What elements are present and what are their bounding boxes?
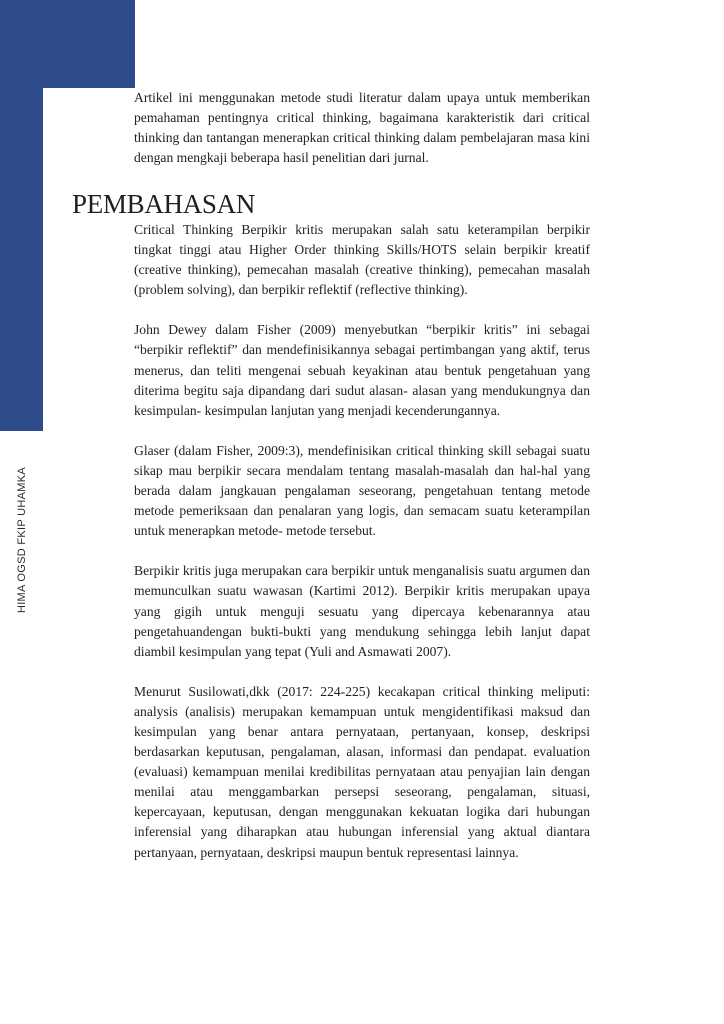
paragraph-critical-thinking: Critical Thinking Berpikir kritis merupakan salah satu keterampilan berpikir tingkat tinggi atau Higher Order thinking Skills/HOTS selain berpikir kreatif (creative thinking), pemecahan masalah (creative thinking), pemecahan masalah (problem solving), dan berpikir reflektif (reflective thinking). — [134, 222, 590, 298]
paragraph-susilowati: Menurut Susilowati,dkk (2017: 224-225) kecakapan critical thinking meliputi: analysis (analisis) merupakan kemampuan untuk mengidentifikasi maksud dan kesimpulan yang benar antara pernyataan, pertanyaan, konsep, deskripsi berdasarkan keputusan, pengalaman, alasan, informasi dan pendapat. evaluation (evaluasi) kemampuan menilai kredibilitas pernyataan atau penyajian lain dengan menilai atau menggambarkan persepsi seseorang, pengalaman, situasi, kepercayaan, keputusan, dengan menggunakan kekuatan logika dari hubungan inferensial yang diharapkan atau hubungan inferensial yang aktual diantara pertanyaan, pernyataan, deskripsi maupun bentuk representasi lainnya. — [134, 683, 590, 860]
intro-section — [134, 88, 590, 168]
paragraph-kartimi: Berpikir kritis juga merupakan cara berpikir untuk menganalisis suatu argumen dan memunculkan suatu wawasan (Kartimi 2012). Berpikir kritis merupakan upaya yang gigih untuk menguji sesuatu yang dipercaya kebenarannya atau pengetahuandengan bukti-bukti yang mendukung sehingga lebih lanjut dapat diambil kesimpulan yang tepat (Yuli and Asmawati 2007). — [134, 563, 590, 659]
decorative-header-band — [0, 0, 135, 88]
section-heading: PEMBAHASAN — [72, 189, 256, 219]
paragraph-john-dewey: John Dewey dalam Fisher (2009) menyebutkan “berpikir kritis” ini sebagai “berpikir reflektif” dan mendefinisikannya sebagai pertimbangan yang aktif, terus menerus, dan teliti mengenai sebuah keyakinan atau bentuk pengetahuan yang diterima begitu saja dipandang dari sudut alasan- alasan yang mendukungnya dan kesimpulan- kesimpulan lanjutan yang menjadi kecenderungannya. — [134, 322, 590, 418]
discussion-body — [134, 220, 590, 883]
side-label: HIMA OGSD FKIP UHAMKA — [16, 466, 28, 614]
paragraph-glaser: Glaser (dalam Fisher, 2009:3), mendefinisikan critical thinking skill sebagai suatu sikap mau berpikir secara mendalam tentang masalah-masalah dan hal-hal yang berada dalam jangkauan pengalaman seseorang, pengetahuan tentang metode metode pemeriksaan dan penalaran yang logis, dan semacam suatu keterampilan untuk menerapkan metode- metode tersebut. — [134, 442, 590, 539]
intro-paragraph: Artikel ini menggunakan metode studi literatur dalam upaya untuk memberikan pemahaman pentingnya critical thinking, bagaimana karakteristik dari critical thinking dan tantangan menerapkan critical thinking dalam pembelajaran masa kini dengan mengkaji beberapa hasil penelitian dari jurnal. — [134, 90, 590, 166]
decorative-side-band — [0, 88, 43, 431]
